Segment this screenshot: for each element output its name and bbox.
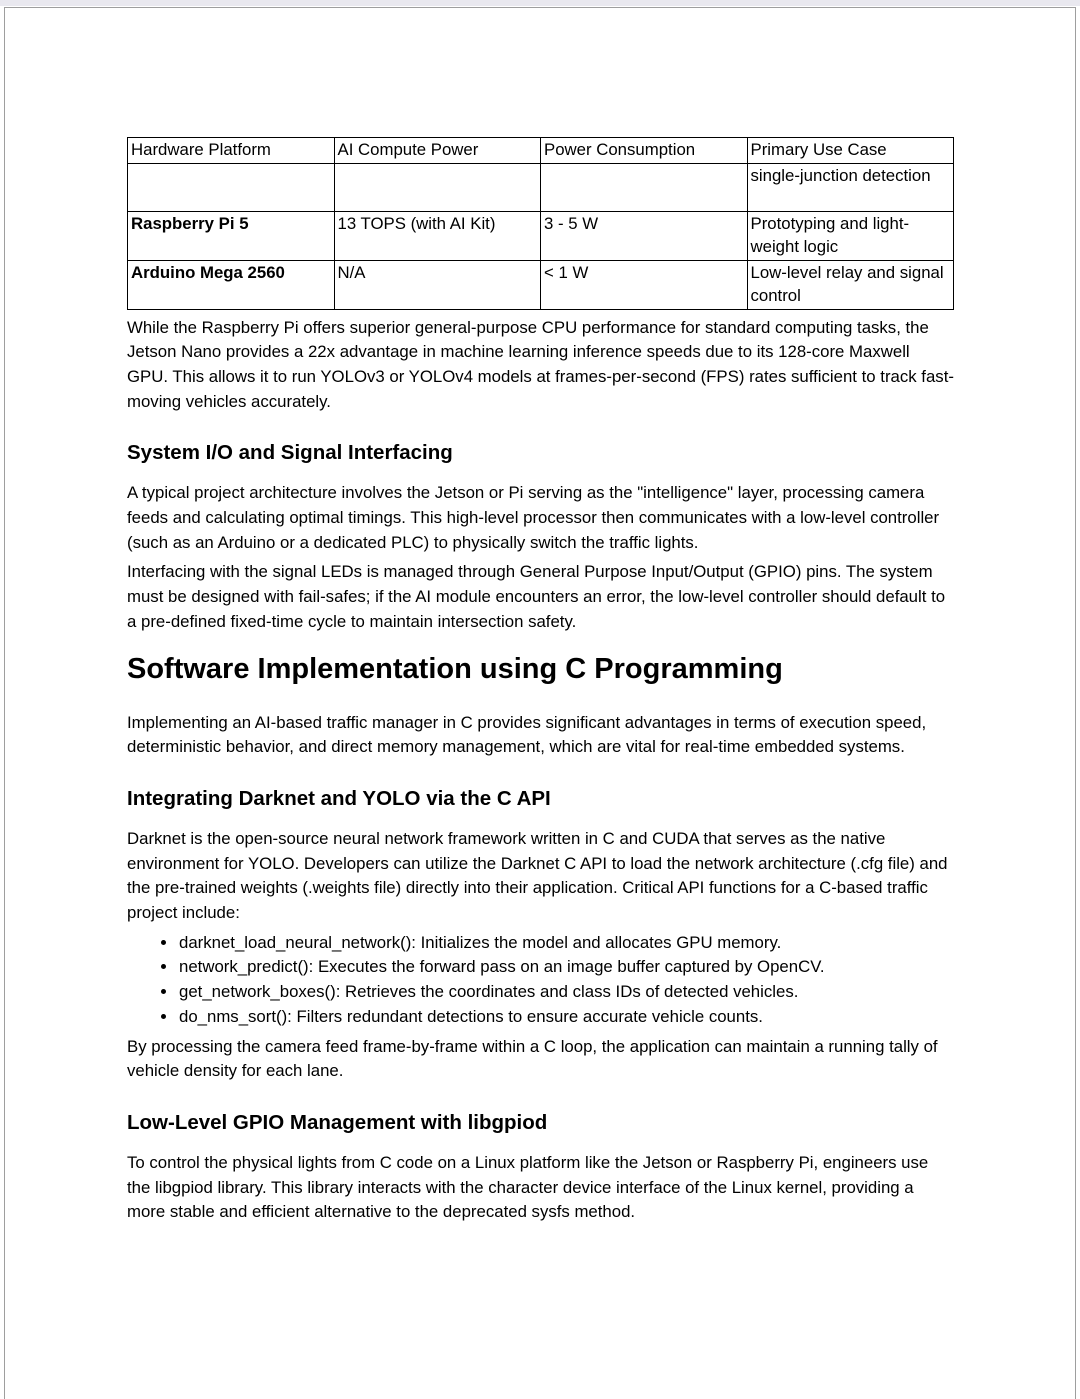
hardware-comparison-table [127,137,954,310]
table-cell-power: 3 - 5 W [541,211,748,260]
heading-software-implementation: Software Implementation using C Programming [127,652,783,685]
list-item-do-nms-sort: • do_nms_sort(): Filters redundant detections to ensure accurate vehicle counts. [178,1005,954,1030]
table-cell-compute: N/A [334,260,541,309]
table-cell-power [541,163,748,211]
document-content [5,8,1075,1225]
list-item-darknet-load: • darknet_load_neural_network(): Initializes the model and allocates GPU memory. [178,931,954,956]
table-cell-platform [128,163,335,211]
paragraph-libgpiod: To control the physical lights from C code on a Linux platform like the Jetson or Raspberry Pi, engineers use the libgpiod library. This library interacts with the character device interface of the Linux kernel, providing a more stable and efficient alternative to the deprecated sysfs method. [127,1152,929,1222]
column-header-ai-compute-power: AI Compute Power [334,138,541,164]
paragraph-architecture: A typical project architecture involves the Jetson or Pi serving as the "intelligence" layer, processing camera feeds and calculating optimal timings. This high-level processor then communicates with a low-level controller (such as an Arduino or a dedicated PLC) to physically switch the traffic lights. [127,483,940,552]
paragraph-pi-vs-jetson: While the Raspberry Pi offers superior general-purpose CPU performance for standard computing tasks, the Jetson Nano provides a 22x advantage in machine learning inference speeds due to its 128-core Maxwell GPU. This allows it to run YOLOv3 or YOLOv4 models at frames-per-second (FPS) rates sufficient to track fast-moving vehicles accurately. [127,317,954,411]
viewer-background-strip [0,0,1080,6]
table-row [128,260,954,309]
table-row [128,163,954,211]
list-item-get-network-boxes: • get_network_boxes(): Retrieves the coordinates and class IDs of detected vehicles. [178,980,954,1005]
column-header-power-consumption: Power Consumption [541,138,748,164]
table-cell-use-case: Prototyping and light-weight logic [747,211,954,260]
table-cell-use-case: single-junction detection [747,163,954,211]
paragraph-darknet-intro: Darknet is the open-source neural network framework written in C and CUDA that serves as the native environment for YOLO. Developers can utilize the Darknet C API to load the network architecture (.cfg file) and the pre-trained weights (.weights file) directly into their application. Critical API functions for a C-based traffic project include: [127,828,948,923]
table-header-row [128,138,954,164]
paragraph-gpio-interfacing: Interfacing with the signal LEDs is managed through General Purpose Input/Output (GPIO) pins. The system must be designed with fail-safes; if the AI module encounters an error, the low-level controller should default to a pre-defined fixed-time cycle to maintain intersection safety. [127,562,946,631]
column-header-hardware-platform: Hardware Platform [128,138,335,164]
paragraph-frame-processing: By processing the camera feed frame-by-frame within a C loop, the application can maintain a running tally of vehicle density for each lane. [127,1036,938,1081]
column-header-primary-use-case: Primary Use Case [747,138,954,164]
paragraph-c-advantages: Implementing an AI-based traffic manager in C provides significant advantages in terms of execution speed, deterministic behavior, and direct memory management, which are vital for real-time embedded systems. [127,712,927,757]
heading-darknet-yolo: Integrating Darknet and YOLO via the C API [127,786,551,810]
table-cell-compute [334,163,541,211]
api-functions-list [127,931,954,1030]
document-page [4,7,1076,1399]
table-cell-platform: Arduino Mega 2560 [128,260,335,309]
table-cell-platform: Raspberry Pi 5 [128,211,335,260]
heading-system-io: System I/O and Signal Interfacing [127,441,453,465]
table-cell-compute: 13 TOPS (with AI Kit) [334,211,541,260]
table-cell-power: < 1 W [541,260,748,309]
heading-gpio-libgpiod: Low-Level GPIO Management with libgpiod [127,1110,548,1134]
list-item-network-predict: • network_predict(): Executes the forward pass on an image buffer captured by OpenCV. [178,955,954,980]
table-row [128,211,954,260]
table-cell-use-case: Low-level relay and signal control [747,260,954,309]
